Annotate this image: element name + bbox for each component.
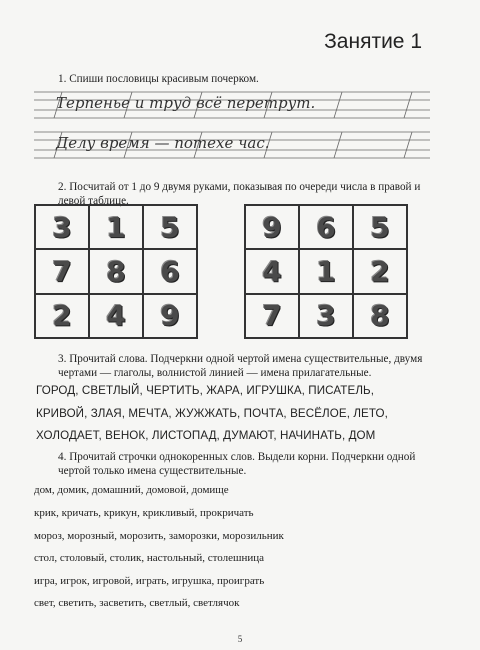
task1-instruction: 1. Спиши пословицы красивым почерком. <box>58 73 259 85</box>
proverb-line-2: Делу время — потехе час. <box>56 134 270 152</box>
grid-cell: 6 <box>143 249 197 293</box>
task4-word-line: мороз, морозный, морозить, заморозки, морозильник <box>34 530 284 542</box>
right-number-grid <box>244 204 408 339</box>
grid-cell: 8 <box>89 249 143 293</box>
page-title: Занятие 1 <box>324 30 422 53</box>
task3-word-line: ГОРОД, СВЕТЛЫЙ, ЧЕРТИТЬ, ЖАРА, ИГРУШКА, ПИСАТЕЛЬ, <box>36 384 375 397</box>
task4-word-line: дом, домик, домашний, домовой, домище <box>34 484 229 496</box>
task4-word-line: игра, игрок, игровой, играть, игрушка, проиграть <box>34 575 265 587</box>
task3-instruction: 3. Прочитай слова. Подчеркни одной чертой имена существительные, двумя чертами — глаголы, волнистой линией — имена прилагательные. <box>58 353 423 379</box>
grid-cell: 7 <box>245 294 299 338</box>
grid-cell: 5 <box>353 205 407 249</box>
task4-word-line: свет, светить, засветить, светлый, светлячок <box>34 597 240 609</box>
grid-cell: 5 <box>143 205 197 249</box>
grid-cell: 9 <box>245 205 299 249</box>
task3-word-line: КРИВОЙ, ЗЛАЯ, МЕЧТА, ЖУЖЖАТЬ, ПОЧТА, ВЕСЁЛОЕ, ЛЕТО, <box>36 407 388 420</box>
grid-cell: 7 <box>35 249 89 293</box>
grid-cell: 4 <box>89 294 143 338</box>
page-number: 5 <box>237 634 243 644</box>
task4-word-line: крик, кричать, крикун, крикливый, прокричать <box>34 507 254 519</box>
grid-cell: 1 <box>89 205 143 249</box>
task4-instruction: 4. Прочитай строчки однокоренных слов. Выдели корни. Подчеркни одной чертой только имена существительные. <box>58 451 416 477</box>
grid-cell: 3 <box>299 294 353 338</box>
left-number-grid <box>34 204 198 339</box>
grid-cell: 8 <box>353 294 407 338</box>
grid-cell: 4 <box>245 249 299 293</box>
grid-cell: 2 <box>353 249 407 293</box>
proverb-line-1: Терпенье и труд всё перетрут. <box>56 94 316 112</box>
grid-cell: 9 <box>143 294 197 338</box>
grid-cell: 3 <box>35 205 89 249</box>
grid-cell: 1 <box>299 249 353 293</box>
task3-word-line: ХОЛОДАЕТ, ВЕНОК, ЛИСТОПАД, ДУМАЮТ, НАЧИНАТЬ, ДОМ <box>36 429 376 442</box>
task2-instruction: 2. Посчитай от 1 до 9 двумя руками, показывая по очереди числа в правой и левой таблице. <box>58 181 421 207</box>
grid-cell: 6 <box>299 205 353 249</box>
task4-word-line: стол, столовый, столик, настольный, столешница <box>34 552 264 564</box>
handwriting-practice-area <box>34 88 430 172</box>
grid-cell: 2 <box>35 294 89 338</box>
